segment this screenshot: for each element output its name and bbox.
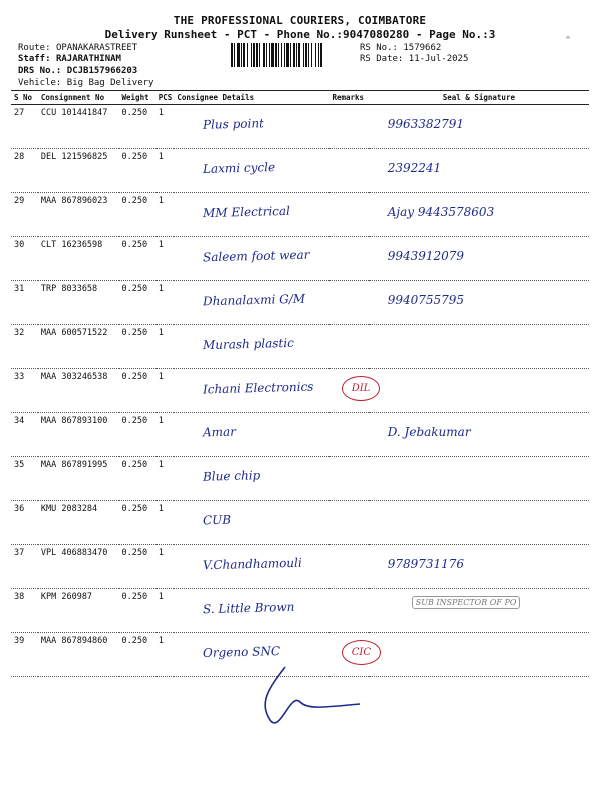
cell-consignee (174, 325, 329, 369)
drs-label: DRS No.: (18, 66, 62, 76)
cell-sno: 35 (11, 457, 38, 501)
cell-weight: 0.250 (119, 193, 156, 237)
header-remarks: Remarks (329, 91, 368, 105)
consignee-handwriting: Blue chip (203, 468, 261, 484)
consignee-handwriting: CUB (203, 512, 232, 528)
drs-line (18, 66, 137, 76)
cell-remarks (329, 413, 368, 457)
barcode (231, 43, 355, 67)
cell-sno: 36 (11, 501, 38, 545)
staff-value: RAJARATHINAM (55, 54, 121, 64)
staff-label: Staff: (18, 54, 51, 64)
cell-sno: 27 (11, 105, 38, 149)
rs-date-value: 11-Jul-2025 (408, 54, 469, 64)
header-pcs: PCS (156, 91, 175, 105)
runsheet-subtitle: Delivery Runsheet - PCT - Phone No.:9047080280 - Page No.:3 (104, 28, 496, 41)
signature-handwriting: D. Jebakumar (387, 425, 471, 439)
cell-remarks (329, 325, 368, 369)
cell-pcs: 1 (156, 633, 175, 677)
cell-signature (369, 545, 589, 589)
table-row (11, 545, 589, 589)
rs-date-line (360, 54, 468, 64)
table-row (11, 633, 589, 677)
consignee-handwriting: Murash plastic (203, 335, 295, 353)
cell-consignment: TRP 8033658 (38, 281, 119, 325)
cell-consignment: MAA 867896023 (38, 193, 119, 237)
drs-value: DCJB157966203 (66, 66, 138, 76)
table-row (11, 589, 589, 633)
cell-pcs: 1 (156, 457, 175, 501)
consignee-handwriting: Dhanalaxmi G/M (203, 291, 306, 309)
cell-signature (369, 325, 589, 369)
mark: " (565, 35, 572, 46)
cell-consignment: MAA 867893100 (38, 413, 119, 457)
rs-no-label: RS No.: (360, 43, 398, 53)
table-row (11, 105, 589, 149)
cell-consignment: KPM 260987 (38, 589, 119, 633)
cell-weight: 0.250 (119, 281, 156, 325)
cell-sno: 37 (11, 545, 38, 589)
vehicle-line (18, 78, 153, 88)
cell-signature (369, 193, 589, 237)
cell-sno: 33 (11, 369, 38, 413)
cell-sno: 34 (11, 413, 38, 457)
signature-handwriting: 9940755795 (387, 293, 465, 307)
cell-signature (369, 589, 589, 633)
consignee-handwriting: V.Chandhamouli (203, 555, 303, 573)
cell-weight: 0.250 (119, 105, 156, 149)
cell-weight: 0.250 (119, 501, 156, 545)
table-row (11, 369, 589, 413)
header-consignment: Consignment No (38, 91, 119, 105)
staff-line (18, 54, 121, 64)
cell-sno: 29 (11, 193, 38, 237)
cell-signature (369, 237, 589, 281)
cell-remarks (329, 545, 368, 589)
cell-pcs: 1 (156, 501, 175, 545)
cell-weight: 0.250 (119, 149, 156, 193)
route-line (18, 43, 137, 53)
cell-weight: 0.250 (119, 325, 156, 369)
cell-signature (369, 149, 589, 193)
cell-signature (351, 369, 589, 413)
cell-consignment: DEL 121596825 (38, 149, 119, 193)
header-signature: Seal & Signature (369, 91, 589, 105)
cell-consignment: MAA 867891995 (38, 457, 119, 501)
cell-pcs: 1 (156, 545, 175, 589)
cell-consignment: MAA 600571522 (38, 325, 119, 369)
cell-pcs: 1 (156, 237, 175, 281)
table-row (11, 237, 589, 281)
consignee-handwriting: Amar (203, 424, 237, 440)
cell-weight: 0.250 (119, 589, 156, 633)
route-label: Route: (18, 43, 51, 53)
signature-handwriting: 2392241 (387, 161, 442, 175)
cell-consignee (174, 589, 329, 633)
cell-weight: 0.250 (119, 237, 156, 281)
cell-consignment: CLT 16236598 (38, 237, 119, 281)
header-weight: Weight (119, 91, 156, 105)
cell-weight: 0.250 (119, 457, 156, 501)
cell-pcs: 1 (156, 325, 175, 369)
cell-remarks (329, 457, 368, 501)
cell-sno: 28 (11, 149, 38, 193)
rs-no-value: 1579662 (403, 43, 442, 53)
table-row (11, 413, 589, 457)
cell-signature (369, 501, 589, 545)
cell-sno: 39 (11, 633, 38, 677)
cell-pcs: 1 (156, 369, 175, 413)
table-row (11, 193, 589, 237)
cell-remarks (329, 237, 368, 281)
rs-date-label: RS Date: (360, 54, 404, 64)
cell-consignee (174, 501, 329, 545)
signature-handwriting: 9963382791 (387, 117, 465, 131)
cell-sno: 31 (11, 281, 38, 325)
cell-weight: 0.250 (119, 545, 156, 589)
cell-consignment: KMU 2083284 (38, 501, 119, 545)
consignee-handwriting: Laxmi cycle (203, 160, 276, 176)
seal-stamp: CIC (342, 640, 381, 665)
cell-consignee (174, 457, 329, 501)
cell-sno: 38 (11, 589, 38, 633)
seal-stamp: DIL (342, 376, 381, 401)
header-consignee: Consignee Details (174, 91, 329, 105)
consignee-handwriting: Saleem foot wear (203, 247, 310, 265)
cell-pcs: 1 (156, 281, 175, 325)
cell-consignment: CCU 101441847 (38, 105, 119, 149)
consignee-handwriting: MM Electrical (203, 203, 291, 221)
cell-signature (369, 105, 589, 149)
signature-handwriting: 9789731176 (387, 557, 465, 571)
runsheet-table (11, 90, 589, 677)
cell-sno: 32 (11, 325, 38, 369)
header-sno: S No (11, 91, 38, 105)
cell-consignment: MAA 303246538 (38, 369, 119, 413)
cell-consignment: MAA 867894860 (38, 633, 119, 677)
consignee-handwriting: S. Little Brown (203, 599, 295, 617)
cell-weight: 0.250 (119, 413, 156, 457)
signature-handwriting: 9943912079 (387, 249, 465, 263)
cell-remarks (329, 589, 368, 633)
table-row (11, 281, 589, 325)
cell-remarks (329, 193, 368, 237)
cell-consignment: VPL 406883470 (38, 545, 119, 589)
consignee-handwriting: Orgeno SNC (203, 643, 281, 661)
cell-remarks (329, 281, 368, 325)
cell-consignee (174, 105, 329, 149)
rs-no-line (360, 43, 441, 53)
company-title: THE PROFESSIONAL COURIERS, COIMBATORE (173, 14, 427, 27)
cell-pcs: 1 (156, 413, 175, 457)
consignee-handwriting: Ichani Electronics (203, 379, 314, 397)
consignee-handwriting: Plus point (203, 116, 265, 132)
cell-consignee (174, 545, 329, 589)
table-header-row (11, 91, 589, 105)
vehicle-label: Vehicle: (18, 78, 62, 88)
cell-consignee (174, 369, 329, 413)
cell-consignee (174, 149, 329, 193)
signature-handwriting: Ajay 9443578603 (387, 205, 495, 219)
table-row (11, 149, 589, 193)
cell-remarks (329, 501, 368, 545)
cell-consignee (174, 193, 329, 237)
route-value: OPANAKARASTREET (55, 43, 138, 53)
seal-stamp: SUB INSPECTOR OF PO (412, 596, 521, 609)
cell-consignee (174, 633, 329, 677)
table-row (11, 457, 589, 501)
cell-signature (351, 633, 589, 677)
cell-pcs: 1 (156, 589, 175, 633)
vehicle-value: Big Bag Delivery (66, 78, 154, 88)
cell-remarks (329, 105, 368, 149)
cell-weight: 0.250 (119, 633, 156, 677)
table-row (11, 325, 589, 369)
cell-pcs: 1 (156, 193, 175, 237)
table-row (11, 501, 589, 545)
cell-consignee (174, 237, 329, 281)
cell-weight: 0.250 (119, 369, 156, 413)
cell-signature (369, 457, 589, 501)
cell-pcs: 1 (156, 149, 175, 193)
cell-consignee (174, 281, 329, 325)
cell-signature (369, 281, 589, 325)
cell-signature (369, 413, 589, 457)
cell-sno: 30 (11, 237, 38, 281)
cell-pcs: 1 (156, 105, 175, 149)
cell-consignee (174, 413, 329, 457)
cell-remarks (329, 149, 368, 193)
